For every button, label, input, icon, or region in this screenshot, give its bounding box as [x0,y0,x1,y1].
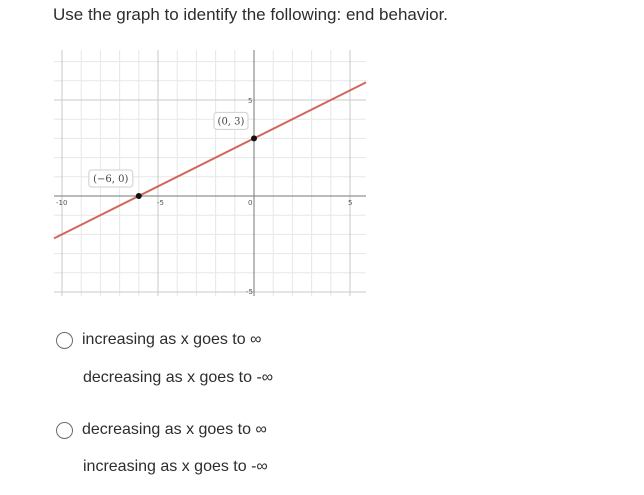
point-dot-2 [251,135,257,141]
graph [54,50,366,300]
tick-label-x-neg10: -10 [56,199,68,207]
option-2-radio-row[interactable] [56,420,267,440]
point-label-1: (−6, 0) [93,174,129,185]
point-label-2: (0, 3) [217,116,245,128]
option-1-line-2: decreasing as x goes to -∞ [83,369,274,386]
radio-button-option-2[interactable] [56,422,73,439]
point-dot-1 [136,193,142,199]
option-2-line-2: increasing as x goes to -∞ [83,458,268,475]
radio-button-option-1[interactable] [56,332,73,349]
tick-label-y-5: 5 [248,97,253,105]
option-1-line-1: increasing as x goes to ∞ [82,331,262,348]
graph-svg [54,50,366,300]
tick-label-x-0: 0 [248,199,253,207]
question-text: Use the graph to identify the following: end behavior. [53,5,449,24]
tick-label-x-neg5: -5 [157,199,164,207]
option-2-line-1: decreasing as x goes to ∞ [82,421,267,438]
option-1-radio-row[interactable] [56,330,262,350]
tick-label-x-5: 5 [348,199,353,207]
tick-label-y-neg5: -5 [246,288,253,296]
